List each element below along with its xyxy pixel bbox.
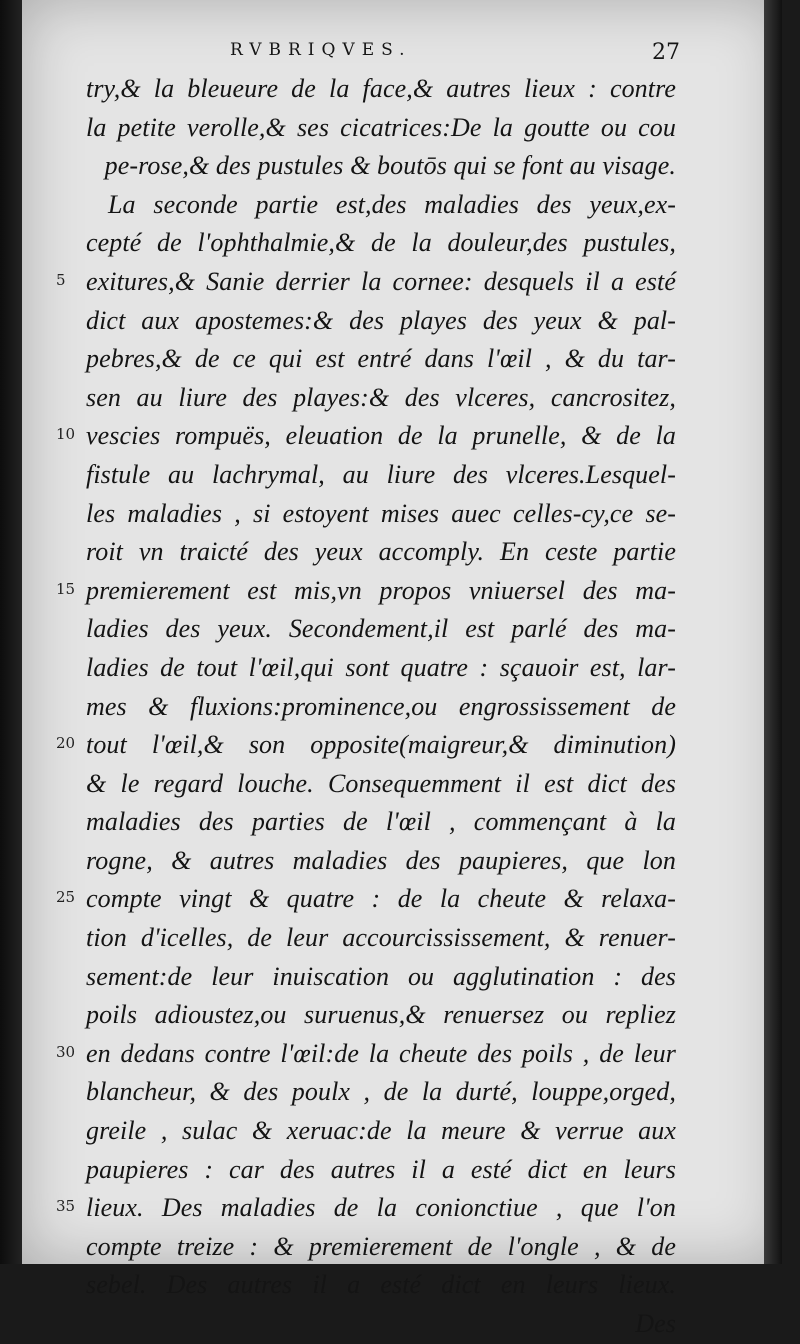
text-line: lieux. Des maladies de la conionctiue , que l'on xyxy=(86,1193,676,1223)
text-line: la petite verolle,& ses cicatrices:De la goutte ou cou xyxy=(86,112,676,142)
text-line: maladies des parties de l'œil , commençant à la xyxy=(86,807,676,837)
line-number: 25 xyxy=(56,888,76,906)
text-line: La seconde partie est,des maladies des yeux,ex- xyxy=(108,189,676,219)
text-line: les maladies , si estoyent mises auec celles-cy,ce se- xyxy=(86,498,676,528)
text-line: sement:de leur inuiscation ou agglutination : des xyxy=(86,961,676,991)
text-line: cepté de l'ophthalmie,& de la douleur,des pustules, xyxy=(86,228,676,258)
text-line: exitures,& Sanie derrier la cornee: desquels il a esté xyxy=(86,266,676,296)
text-line: mes & fluxions:prominence,ou engrossissement de xyxy=(86,691,676,721)
line-number: 30 xyxy=(56,1043,76,1061)
text-line: ladies de tout l'œil,qui sont quatre : sçauoir est, lar- xyxy=(86,652,676,682)
text-line: paupieres : car des autres il a esté dict en leurs xyxy=(86,1154,676,1184)
catchword: Des xyxy=(635,1309,676,1338)
text-line: fistule au lachrymal, au liure des vlceres.Lesquel- xyxy=(86,459,676,489)
text-line: try,& la bleueure de la face,& autres lieux : contre xyxy=(86,74,676,103)
text-line: compte vingt & quatre : de la cheute & relaxa- xyxy=(86,884,676,914)
line-number: 15 xyxy=(56,580,76,598)
text-line: sebel. Des autres il a esté dict en leurs lieux. xyxy=(86,1270,676,1300)
page-edge-shadow xyxy=(764,0,782,1264)
text-line: blancheur, & des poulx , de la durté, louppe,orged, xyxy=(86,1077,676,1107)
text-line: tout l'œil,& son opposite(maigreur,& diminution) xyxy=(86,730,676,760)
text-line: roit vn traicté des yeux accomply. En ceste partie xyxy=(86,537,676,567)
text-line: ladies des yeux. Secondement,il est parlé des ma- xyxy=(86,614,676,644)
line-number: 20 xyxy=(56,734,76,752)
text-line: pe-rose,& des pustules & boutōs qui se font au visage. xyxy=(104,151,676,181)
text-line: greile , sulac & xeruac:de la meure & verrue aux xyxy=(86,1116,676,1146)
line-number: 10 xyxy=(56,425,76,443)
text-line: sen au liure des playes:& des vlceres, cancrositez, xyxy=(86,382,676,412)
page-number: 27 xyxy=(652,40,680,65)
line-number: 35 xyxy=(56,1197,76,1215)
text-line: rogne, & autres maladies des paupieres, que lon xyxy=(86,845,676,875)
text-line: dict aux apostemes:& des playes des yeux & pal- xyxy=(86,305,676,335)
text-line: & le regard louche. Consequemment il est dict des xyxy=(86,768,676,798)
text-line: vescies rompuës, eleuation de la prunelle, & de la xyxy=(86,421,676,451)
text-line: compte treize : & premierement de l'ongle , & de xyxy=(86,1231,676,1261)
text-line: en dedans contre l'œil:de la cheute des poils , de leur xyxy=(86,1038,676,1068)
text-line: pebres,& de ce qui est entré dans l'œil , & du tar- xyxy=(86,344,676,374)
line-number: 5 xyxy=(56,271,66,289)
body-text xyxy=(86,70,676,1344)
text-line: poils adioustez,ou suruenus,& renuersez ou repliez xyxy=(86,1000,676,1030)
running-head: RVBRIQVES. xyxy=(230,40,412,60)
text-line: premierement est mis,vn propos vniuersel des ma- xyxy=(86,575,676,605)
text-line: tion d'icelles, de leur accourcississement, & renuer- xyxy=(86,923,676,953)
